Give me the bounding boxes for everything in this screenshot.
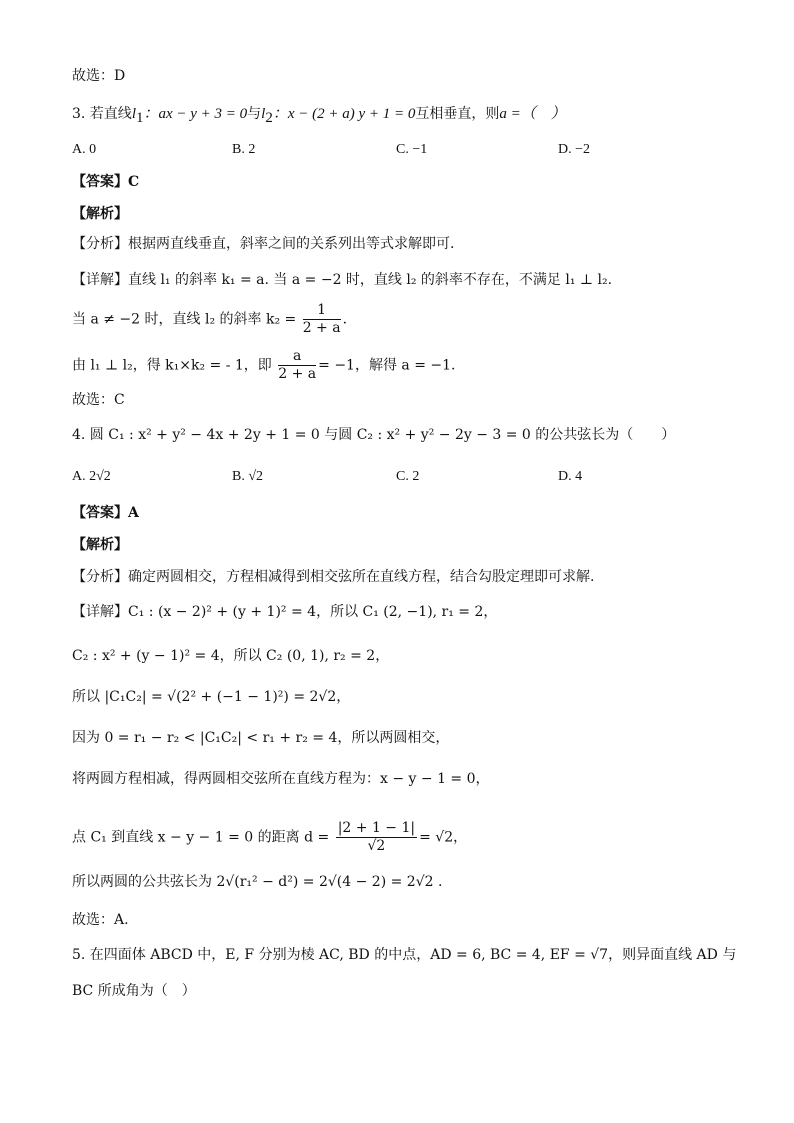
q3-fenxi: 【分析】根据两直线垂直，斜率之间的关系列出等式求解即可. — [72, 236, 455, 252]
q5-stem-line-2: BC 所成角为（ ） — [72, 983, 196, 999]
frac-num: 1 — [303, 302, 341, 320]
q4-option-b: B. √2 — [232, 469, 264, 484]
q4-option-a: A. 2√2 — [72, 469, 111, 484]
q3-detail-1: 【详解】直线 l₁ 的斜率 k₁ = a. 当 a = −2 时，直线 l₂ 的斜率不存在，不满足 l₁ ⊥ l₂. — [72, 272, 613, 288]
q3-num: 3. 若直线 — [72, 106, 132, 122]
q3-ask: a =（ ） — [499, 106, 566, 122]
q3-option-a: A. 0 — [72, 142, 97, 157]
q4-option-c: C. 2 — [396, 469, 420, 484]
q4-detail-7: 所以两圆的公共弦长为 2√(r₁² − d²) = 2√(4 − 2) = 2√2 . — [72, 874, 443, 890]
frac-num: a — [278, 348, 316, 366]
q3-tail: 互相垂直，则 — [415, 106, 500, 122]
q3-option-c: C. −1 — [396, 142, 428, 157]
q3-analysis-heading: 【解析】 — [72, 206, 128, 222]
q4-analysis-heading: 【解析】 — [72, 537, 128, 553]
frac-den: 2 + a — [302, 320, 341, 336]
q4-detail-4: 因为 0 = r₁ − r₂ < |C₁C₂| < r₁ + r₂ = 4，所以两圆相交， — [72, 730, 450, 746]
q3-l1-sub: 1 — [135, 109, 144, 126]
q3-fraction-k2 — [303, 302, 341, 337]
q4-stem: 4. 圆 C₁ : x² + y² − 4x + 2y + 1 = 0 与圆 C₂ : x² + y² − 2y − 3 = 0 的公共弦长为（ ） — [72, 427, 676, 443]
q4-detail-5: 将两圆方程相减，得两圆相交弦所在直线方程为：x − y − 1 = 0， — [72, 771, 490, 787]
q3-detail-3-end: = −1，解得 a = −1. — [318, 357, 456, 374]
q3-l1: l — [131, 106, 136, 122]
q4-detail-6-end: = √2， — [419, 829, 468, 846]
q4-detail-6 — [72, 820, 467, 855]
q3-option-b: B. 2 — [232, 142, 256, 157]
q4-answer: 【答案】A — [72, 505, 139, 521]
q3-detail-2-end: . — [342, 311, 348, 328]
q4-detail-6-text: 点 C₁ 到直线 x − y − 1 = 0 的距离 d = — [72, 829, 330, 846]
q3-choose: 故选：C — [72, 392, 125, 408]
q3-detail-3 — [72, 348, 455, 383]
q3-l1-eq: ：ax − y + 3 = 0 — [143, 106, 248, 122]
q4-detail-1: 【详解】C₁ : (x − 2)² + (y + 1)² = 4，所以 C₁ (2, −1), r₁ = 2， — [72, 604, 498, 620]
prev-answer-choice: 故选：D — [72, 68, 126, 84]
q4-fraction-d — [336, 820, 417, 855]
q4-choose: 故选：A. — [72, 912, 129, 928]
q4-detail-2: C₂ : x² + (y − 1)² = 4，所以 C₂ (0, 1), r₂ = 2， — [72, 648, 390, 664]
q4-option-d: D. 4 — [558, 469, 583, 484]
q5-stem-line-1: 5. 在四面体 ABCD 中，E, F 分别为棱 AC, BD 的中点，AD = 6, BC = 4, EF = √7，则异面直线 AD 与 — [72, 947, 737, 963]
q3-mid: 与 — [247, 106, 262, 122]
q4-fenxi: 【分析】确定两圆相交，方程相减得到相交弦所在直线方程，结合勾股定理即可求解. — [72, 569, 595, 585]
frac-num: |2 + 1 − 1| — [337, 820, 416, 836]
q3-detail-3-text: 由 l₁ ⊥ l₂，得 k₁×k₂ = - 1，即 — [72, 357, 272, 374]
q3-l2-eq: ：x − (2 + a) y + 1 = 0 — [272, 106, 416, 122]
q3-l2-sub: 2 — [265, 109, 273, 126]
q3-detail-2 — [72, 302, 347, 337]
q3-stem — [72, 104, 566, 128]
q3-answer: 【答案】C — [72, 174, 140, 190]
q3-option-d: D. −2 — [558, 142, 591, 157]
q4-detail-3: 所以 |C₁C₂| = √(2² + (−1 − 1)²) = 2√2， — [72, 689, 351, 705]
frac-den: √2 — [367, 838, 386, 854]
q3-fraction — [278, 348, 316, 383]
q3-detail-2-text: 当 a ≠ −2 时，直线 l₂ 的斜率 k₂ = — [72, 311, 297, 328]
q3-l2: l — [261, 106, 266, 122]
frac-den: 2 + a — [278, 366, 317, 382]
